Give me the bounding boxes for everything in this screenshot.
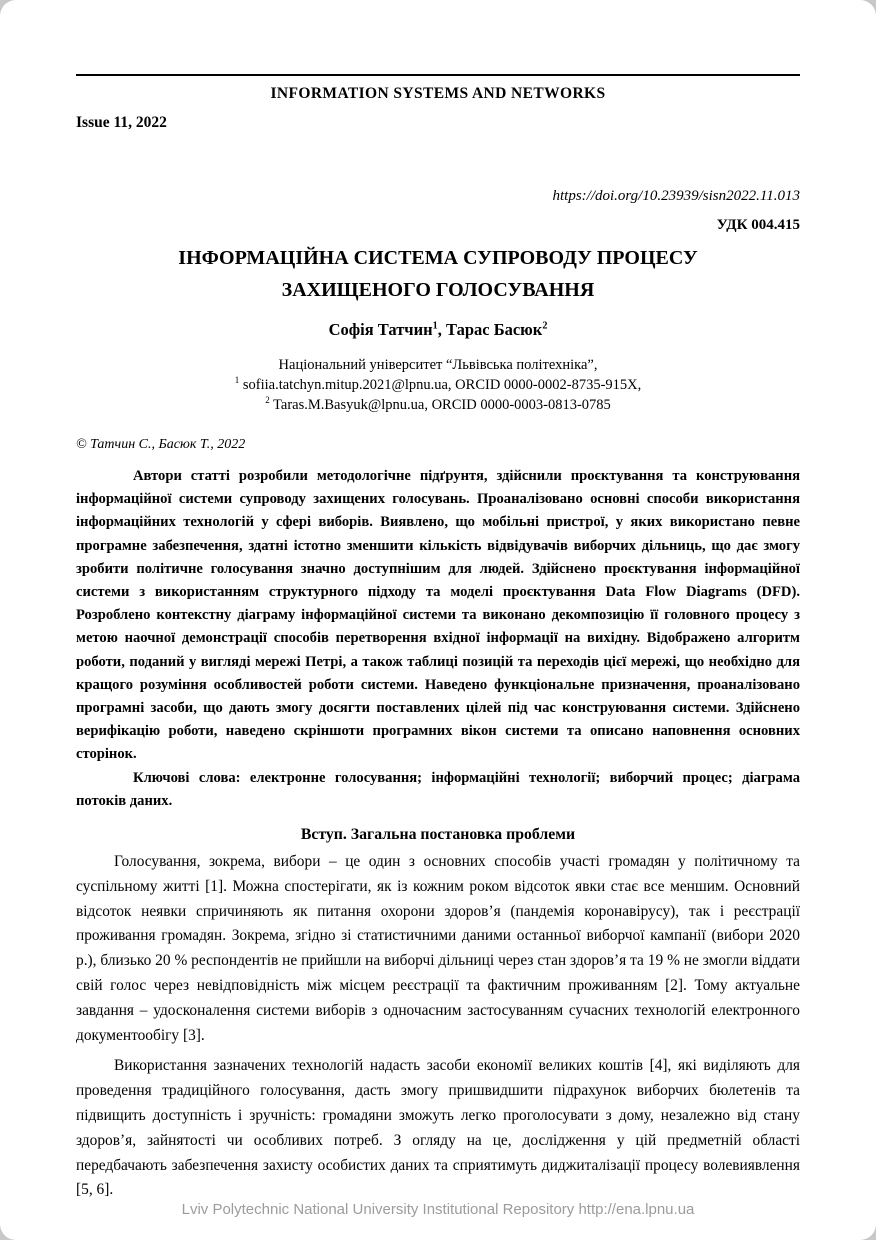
header-rule bbox=[76, 74, 800, 76]
affiliation-contact-1-text: sofiia.tatchyn.mitup.2021@lpnu.ua, ORCID 0000-0002-8735-915X, bbox=[239, 377, 642, 393]
affiliation-block bbox=[76, 355, 800, 415]
author-1-affiliation-mark: 1 bbox=[432, 320, 438, 332]
issue-label: Issue 11, 2022 bbox=[76, 114, 167, 131]
doi-link: https://doi.org/10.23939/sisn2022.11.013 bbox=[552, 188, 800, 204]
repository-footer: Lviv Polytechnic National University Institutional Repository http://ena.lpnu.ua bbox=[181, 1201, 695, 1218]
affiliation-university: Національний університет “Львівська політехніка”, bbox=[278, 357, 598, 373]
affiliation-contact-2 bbox=[76, 395, 800, 415]
article-title-line-1: ІНФОРМАЦІЙНА СИСТЕМА СУПРОВОДУ ПРОЦЕСУ bbox=[178, 247, 698, 269]
copyright-notice: © Татчин С., Басюк Т., 2022 bbox=[76, 437, 246, 452]
affiliation-contact-2-mark: 2 bbox=[265, 395, 270, 406]
article-title bbox=[76, 242, 800, 306]
authors-line bbox=[76, 320, 800, 340]
keywords-text: електронне голосування; інформаційні технології; виборчий процес; діаграма потоків даних. bbox=[76, 769, 800, 809]
body-paragraph-1: Голосування, зокрема, вибори – це один з основних способів участі громадян у політичному та суспільному житті [1]. Можна спостерігати, як із кожним роком відсоток явки стає все меншим. Основний відсоток неявки спричиняють як питання охорони здоров’я (пандемія коронавірусу), так і реєстрації проживання громадян. Зокрема, згідно зі статистичними даними останньої виборчої кампанії (вибори 2020 р.), близько 20 % респондентів не прийшли на виборчі дільниці через стан здоров’я та 19 % не змогли віддати свій голос через невідповідність між місцем реєстрації та фактичним проживанням [2]. Тому актуальне завдання – удосконалення системи виборів з одночасним застосуванням сучасних технологій електронного документообігу [3]. bbox=[76, 853, 800, 1044]
author-1-name: Софія Татчин bbox=[328, 320, 433, 339]
journal-title: INFORMATION SYSTEMS AND NETWORKS bbox=[270, 85, 606, 102]
keywords bbox=[76, 767, 800, 813]
udk-code: УДК 004.415 bbox=[716, 217, 800, 233]
article-title-line-2: ЗАХИЩЕНОГО ГОЛОСУВАННЯ bbox=[281, 279, 595, 301]
section-heading-introduction: Вступ. Загальна постановка проблеми bbox=[300, 826, 576, 844]
affiliation-contact-1-mark: 1 bbox=[234, 375, 240, 386]
affiliation-contact-1 bbox=[76, 375, 800, 395]
affiliation-contact-2-text: Taras.M.Basyuk@lpnu.ua, ORCID 0000-0003-0813-0785 bbox=[269, 397, 611, 413]
authors-separator: , bbox=[437, 320, 446, 339]
author-2-affiliation-mark: 2 bbox=[542, 320, 548, 332]
body-paragraph-2: Використання зазначених технологій надасть засоби економії великих коштів [4], які виділяють для проведення традиційного голосування, дасть змогу пришвидшити підрахунок виборчих бюлетенів та підвищить доступність і зручність: громадяни зможуть легко проголосувати з дому, незалежно від стану здоров’я, зайнятості чи особливих потреб. З огляду на це, дослідження у цій предметній області передбачають забезпечення захисту особистих даних та сприятимуть диджиталізації процесу волевиявлення [5, 6]. bbox=[76, 1057, 800, 1199]
abstract-text: Автори статті розробили методологічне підґрунтя, здійснили проєктування та конструювання інформаційної системи супроводу захищених голосувань. Проаналізовано основні способи використання інформаційних технологій у сфері виборів. Виявлено, що мобільні пристрої, у яких використано певне програмне забезпечення, здатні істотно зменшити кількість відвідувачів виборчих дільниць, що дає змогу зробити політичне голосування значно доступнішим для людей. Здійснено проєктування інформаційної системи з використанням структурного підходу та моделі проєктування Data Flow Diagrams (DFD). Розроблено контекстну діаграму інформаційної системи та виконано декомпозицію її головного процесу з метою наочної демонстрації способів перетворення вхідної інформації на вихідну. Відображено алгоритм роботи, поданий у вигляді мережі Петрі, а також таблиці позицій та переходів цієї мережі, що необхідно для кращого розуміння особливостей роботи системи. Наведено функціональне призначення, проаналізовано програмні засоби, що дають змогу досягти поставлених цілей під час конструювання системи. Здійснено верифікацію роботи, наведено скріншоти програмних вікон системи та описано наповнення основних сторінок. bbox=[76, 468, 800, 763]
keywords-label: Ключові слова: bbox=[133, 769, 241, 786]
author-2-name: Тарас Басюк bbox=[445, 320, 543, 339]
